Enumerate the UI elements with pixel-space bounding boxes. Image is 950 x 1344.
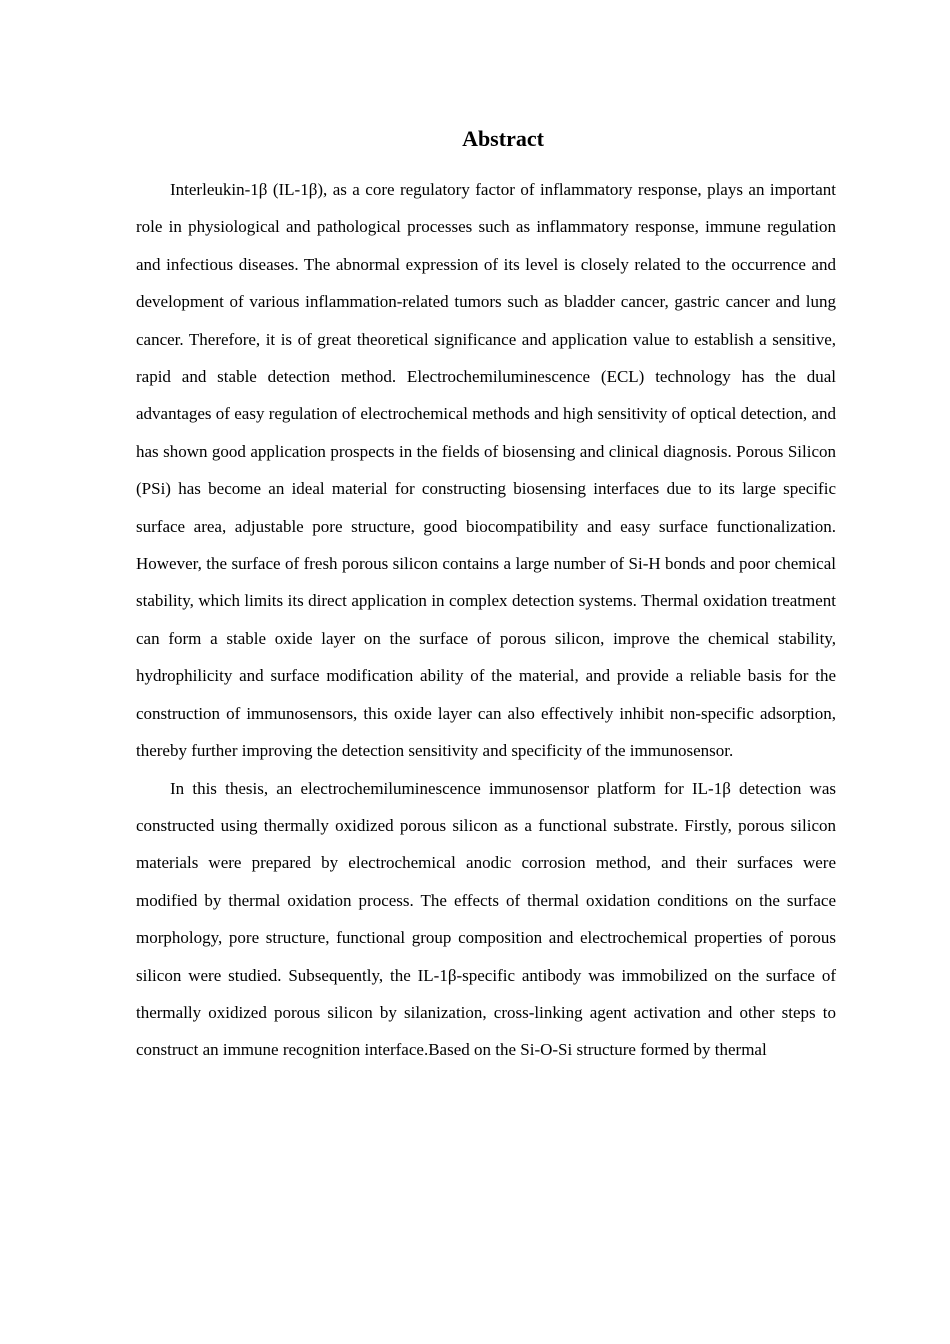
abstract-paragraph-1: Interleukin-1β (IL-1β), as a core regulatory factor of inflammatory response, plays an important role in physiological and pathological processes such as inflammatory response, immune regulation and infectious diseases. The abnormal expression of its level is closely related to the occurrence and development of various inflammation-related tumors such as bladder cancer, gastric cancer and lung cancer. Therefore, it is of great theoretical significance and application value to establish a sensitive, rapid and stable detection method. Electrochemiluminescence (ECL) technology has the dual advantages of easy regulation of electrochemical methods and high sensitivity of optical detection, and has shown good application prospects in the fields of biosensing and clinical diagnosis. Porous Silicon (PSi) has become an ideal material for constructing biosensing interfaces due to its large specific surface area, adjustable pore structure, good biocompatibility and easy surface functionalization. However, the surface of fresh porous silicon contains a large number of Si-H bonds and poor chemical stability, which limits its direct application in complex detection systems. Thermal oxidation treatment can form a stable oxide layer on the surface of porous silicon, improve the chemical stability, hydrophilicity and surface modification ability of the material, and provide a reliable basis for the construction of immunosensors, this oxide layer can also effectively inhibit non-specific adsorption, thereby further improving the detection sensitivity and specificity of the immunosensor. xyxy=(136,180,836,761)
abstract-body xyxy=(136,171,836,1069)
abstract-paragraph-2: In this thesis, an electrochemiluminescence immunosensor platform for IL-1β detection was constructed using thermally oxidized porous silicon as a functional substrate. Firstly, porous silicon materials were prepared by electrochemical anodic corrosion method, and their surfaces were modified by thermal oxidation process. The effects of thermal oxidation conditions on the surface morphology, pore structure, functional group composition and electrochemical properties of porous silicon were studied. Subsequently, the IL-1β-specific antibody was immobilized on the surface of thermally oxidized porous silicon by silanization, cross-linking agent activation and other steps to construct an immune recognition interface.Based on the Si-O-Si structure formed by thermal xyxy=(136,778,836,1060)
abstract-heading: Abstract xyxy=(462,126,544,151)
